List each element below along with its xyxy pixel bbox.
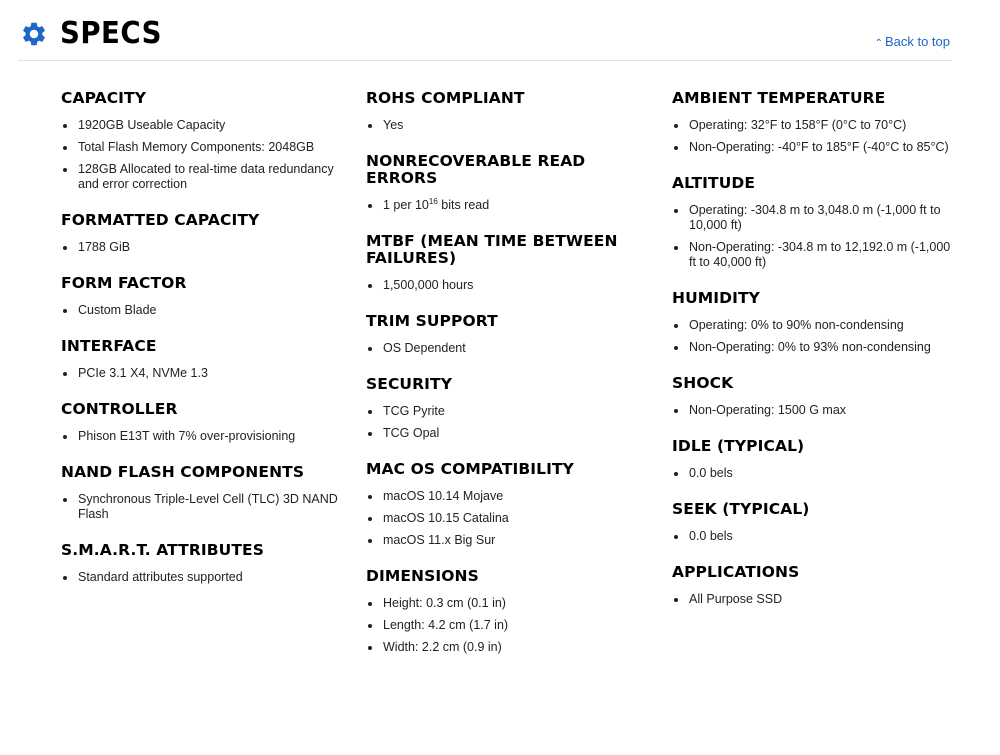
spec-item: Yes — [366, 118, 651, 133]
spec-list — [672, 203, 957, 270]
spec-section-interface — [61, 338, 346, 381]
spec-list — [366, 341, 651, 356]
spec-list — [672, 466, 957, 481]
spec-item — [366, 198, 651, 213]
spec-heading: SECURITY — [366, 375, 453, 393]
spec-item: Height: 0.3 cm (0.1 in) — [366, 596, 651, 611]
spec-item: Width: 2.2 cm (0.9 in) — [366, 640, 651, 655]
specs-column-1 — [61, 90, 346, 592]
spec-heading: CONTROLLER — [61, 400, 178, 418]
spec-list — [61, 118, 346, 192]
back-to-top-link[interactable] — [875, 34, 950, 49]
spec-item: 1920GB Useable Capacity — [61, 118, 346, 133]
spec-item: 1,500,000 hours — [366, 278, 651, 293]
spec-section-controller — [61, 401, 346, 444]
spec-section-s-m-a-r-t-attributes — [61, 542, 346, 585]
spec-item: Standard attributes supported — [61, 570, 346, 585]
specs-column-2 — [366, 90, 651, 662]
spec-section-trim-support — [366, 313, 651, 356]
spec-item-text: bits read — [437, 198, 490, 212]
spec-heading: MTBF (MEAN TIME BETWEEN FAILURES) — [366, 232, 618, 267]
spec-list — [61, 240, 346, 255]
spec-section-dimensions — [366, 568, 651, 655]
spec-heading: TRIM SUPPORT — [366, 312, 498, 330]
spec-item: macOS 10.15 Catalina — [366, 511, 651, 526]
back-to-top-label: Back to top — [884, 34, 950, 49]
spec-list — [61, 492, 346, 522]
spec-item: OS Dependent — [366, 341, 651, 356]
spec-item: Operating: -304.8 m to 3,048.0 m (-1,000 ft to 10,000 ft) — [672, 203, 957, 233]
spec-heading: S.M.A.R.T. ATTRIBUTES — [61, 541, 264, 559]
spec-item: Phison E13T with 7% over-provisioning — [61, 429, 346, 444]
spec-item: Operating: 32°F to 158°F (0°C to 70°C) — [672, 118, 957, 133]
spec-heading: HUMIDITY — [672, 289, 760, 307]
spec-heading: NAND FLASH COMPONENTS — [61, 463, 305, 481]
spec-section-mtbf-mean-time-between-failures — [366, 233, 651, 293]
spec-list — [366, 489, 651, 548]
spec-list — [61, 303, 346, 318]
spec-section-nonrecoverable-read-errors — [366, 153, 651, 213]
spec-list — [672, 592, 957, 607]
spec-section-mac-os-compatibility — [366, 461, 651, 548]
spec-section-seek-typical — [672, 501, 957, 544]
spec-section-form-factor — [61, 275, 346, 318]
spec-heading: FORMATTED CAPACITY — [61, 211, 260, 229]
spec-list — [672, 318, 957, 355]
gear-icon — [20, 20, 48, 48]
spec-heading: SHOCK — [672, 374, 734, 392]
spec-section-altitude — [672, 175, 957, 270]
spec-item: Non-Operating: -304.8 m to 12,192.0 m (-1,000 ft to 40,000 ft) — [672, 240, 957, 270]
page-title: SPECS — [60, 16, 162, 51]
spec-item: Total Flash Memory Components: 2048GB — [61, 140, 346, 155]
spec-heading: INTERFACE — [61, 337, 157, 355]
spec-item: Length: 4.2 cm (1.7 in) — [366, 618, 651, 633]
spec-item-exponent: 16 — [428, 196, 438, 206]
spec-heading: SEEK (TYPICAL) — [672, 500, 810, 518]
spec-heading: ROHS COMPLIANT — [366, 89, 525, 107]
spec-heading: IDLE (TYPICAL) — [672, 437, 805, 455]
spec-item: 0.0 bels — [672, 529, 957, 544]
spec-list — [672, 529, 957, 544]
spec-list — [672, 118, 957, 155]
spec-heading: AMBIENT TEMPERATURE — [672, 89, 886, 107]
spec-section-formatted-capacity — [61, 212, 346, 255]
spec-section-rohs-compliant — [366, 90, 651, 133]
spec-section-applications — [672, 564, 957, 607]
spec-section-shock — [672, 375, 957, 418]
spec-item: macOS 11.x Big Sur — [366, 533, 651, 548]
spec-item: Operating: 0% to 90% non-condensing — [672, 318, 957, 333]
spec-item: 0.0 bels — [672, 466, 957, 481]
double-chevron-up-icon: ⌃ — [874, 38, 883, 49]
spec-item: macOS 10.14 Mojave — [366, 489, 651, 504]
spec-list — [672, 403, 957, 418]
spec-heading: MAC OS COMPATIBILITY — [366, 460, 574, 478]
spec-item: TCG Opal — [366, 426, 651, 441]
spec-item: Synchronous Triple-Level Cell (TLC) 3D NAND Flash — [61, 492, 346, 522]
spec-section-security — [366, 376, 651, 441]
spec-item: Non-Operating: -40°F to 185°F (-40°C to 85°C) — [672, 140, 957, 155]
spec-section-idle-typical — [672, 438, 957, 481]
spec-list — [61, 429, 346, 444]
spec-heading: FORM FACTOR — [61, 274, 187, 292]
spec-section-humidity — [672, 290, 957, 355]
spec-item: TCG Pyrite — [366, 404, 651, 419]
spec-list — [366, 596, 651, 655]
spec-section-ambient-temperature — [672, 90, 957, 155]
spec-list — [366, 118, 651, 133]
specs-column-3 — [672, 90, 957, 614]
spec-item: Non-Operating: 1500 G max — [672, 403, 957, 418]
spec-section-capacity — [61, 90, 346, 192]
spec-item: Custom Blade — [61, 303, 346, 318]
spec-heading: DIMENSIONS — [366, 567, 479, 585]
spec-item: All Purpose SSD — [672, 592, 957, 607]
spec-list — [61, 570, 346, 585]
spec-heading: CAPACITY — [61, 89, 147, 107]
spec-item: 1788 GiB — [61, 240, 346, 255]
spec-heading: ALTITUDE — [672, 174, 756, 192]
spec-section-nand-flash-components — [61, 464, 346, 522]
spec-item: Non-Operating: 0% to 93% non-condensing — [672, 340, 957, 355]
spec-item-text: 1 per 10 — [383, 198, 429, 212]
spec-item: PCIe 3.1 X4, NVMe 1.3 — [61, 366, 346, 381]
spec-list — [61, 366, 346, 381]
spec-item: 128GB Allocated to real-time data redundancy and error correction — [61, 162, 346, 192]
spec-list — [366, 198, 651, 213]
spec-heading: APPLICATIONS — [672, 563, 800, 581]
spec-list — [366, 278, 651, 293]
spec-heading: NONRECOVERABLE READ ERRORS — [366, 152, 586, 187]
spec-list — [366, 404, 651, 441]
specs-header — [18, 14, 952, 61]
